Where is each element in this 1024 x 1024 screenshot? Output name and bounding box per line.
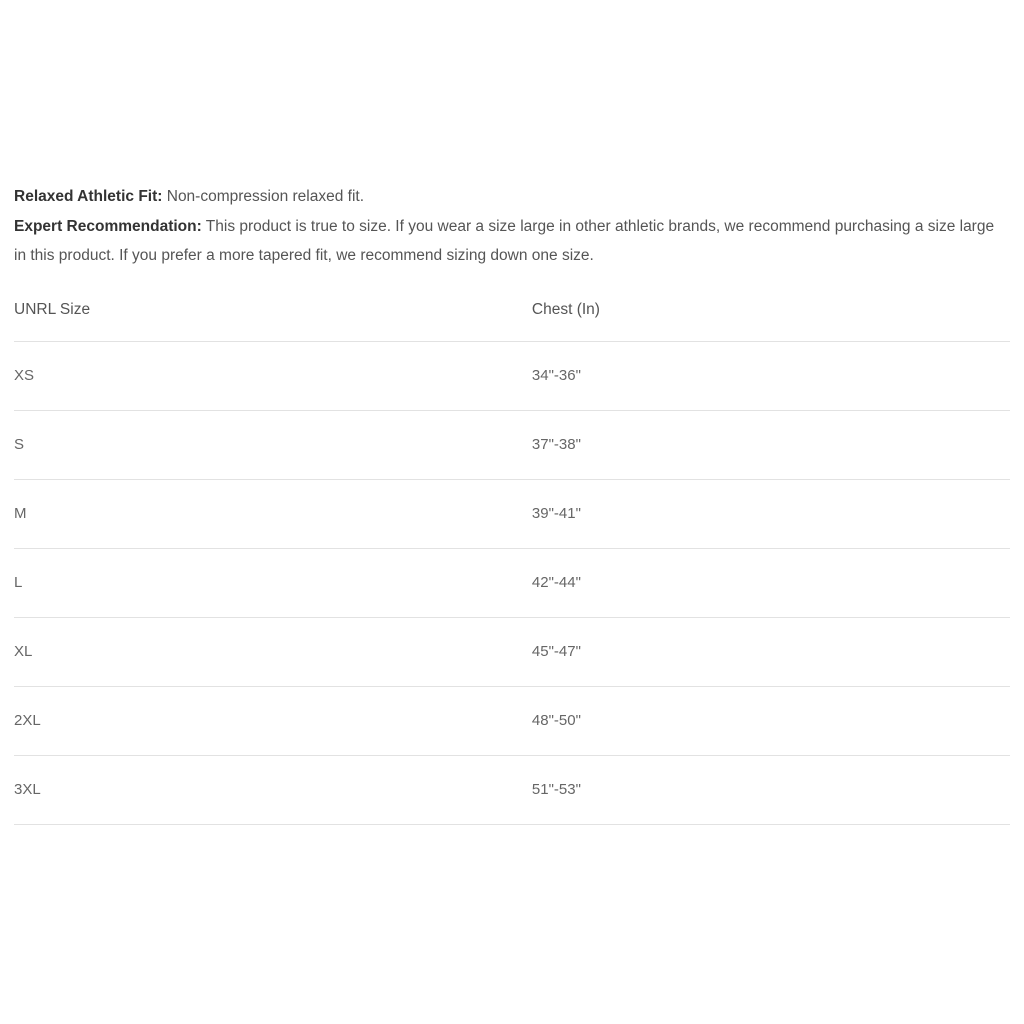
fit-text: Non-compression relaxed fit. xyxy=(162,188,365,205)
intro-section xyxy=(14,182,1010,270)
cell-size: XS xyxy=(14,342,532,411)
cell-chest: 42"-44" xyxy=(532,549,1010,618)
size-chart-table xyxy=(14,301,1010,825)
cell-size: L xyxy=(14,549,532,618)
column-header-chest: Chest (In) xyxy=(532,301,1010,342)
cell-size: S xyxy=(14,411,532,480)
column-header-size: UNRL Size xyxy=(14,301,532,342)
table-row xyxy=(14,549,1010,618)
recommendation-label: Expert Recommendation: xyxy=(14,218,202,235)
table-row xyxy=(14,618,1010,687)
cell-chest: 45"-47" xyxy=(532,618,1010,687)
table-row xyxy=(14,480,1010,549)
cell-chest: 48"-50" xyxy=(532,687,1010,756)
fit-description xyxy=(14,182,1010,211)
table-row xyxy=(14,342,1010,411)
cell-chest: 39"-41" xyxy=(532,480,1010,549)
cell-size: XL xyxy=(14,618,532,687)
cell-chest: 37"-38" xyxy=(532,411,1010,480)
cell-chest: 34"-36" xyxy=(532,342,1010,411)
table-header-row xyxy=(14,301,1010,342)
expert-recommendation xyxy=(14,212,1010,270)
table-row xyxy=(14,687,1010,756)
fit-label: Relaxed Athletic Fit: xyxy=(14,188,163,205)
cell-size: 3XL xyxy=(14,756,532,825)
cell-chest: 51"-53" xyxy=(532,756,1010,825)
table-row xyxy=(14,411,1010,480)
recommendation-text: This product is true to size. If you wear a size large in other athletic brands, we recommend purchasing a size large in this product. If you prefer a more tapered fit, we recommend sizing down one size. xyxy=(14,218,995,264)
cell-size: 2XL xyxy=(14,687,532,756)
table-row xyxy=(14,756,1010,825)
cell-size: M xyxy=(14,480,532,549)
